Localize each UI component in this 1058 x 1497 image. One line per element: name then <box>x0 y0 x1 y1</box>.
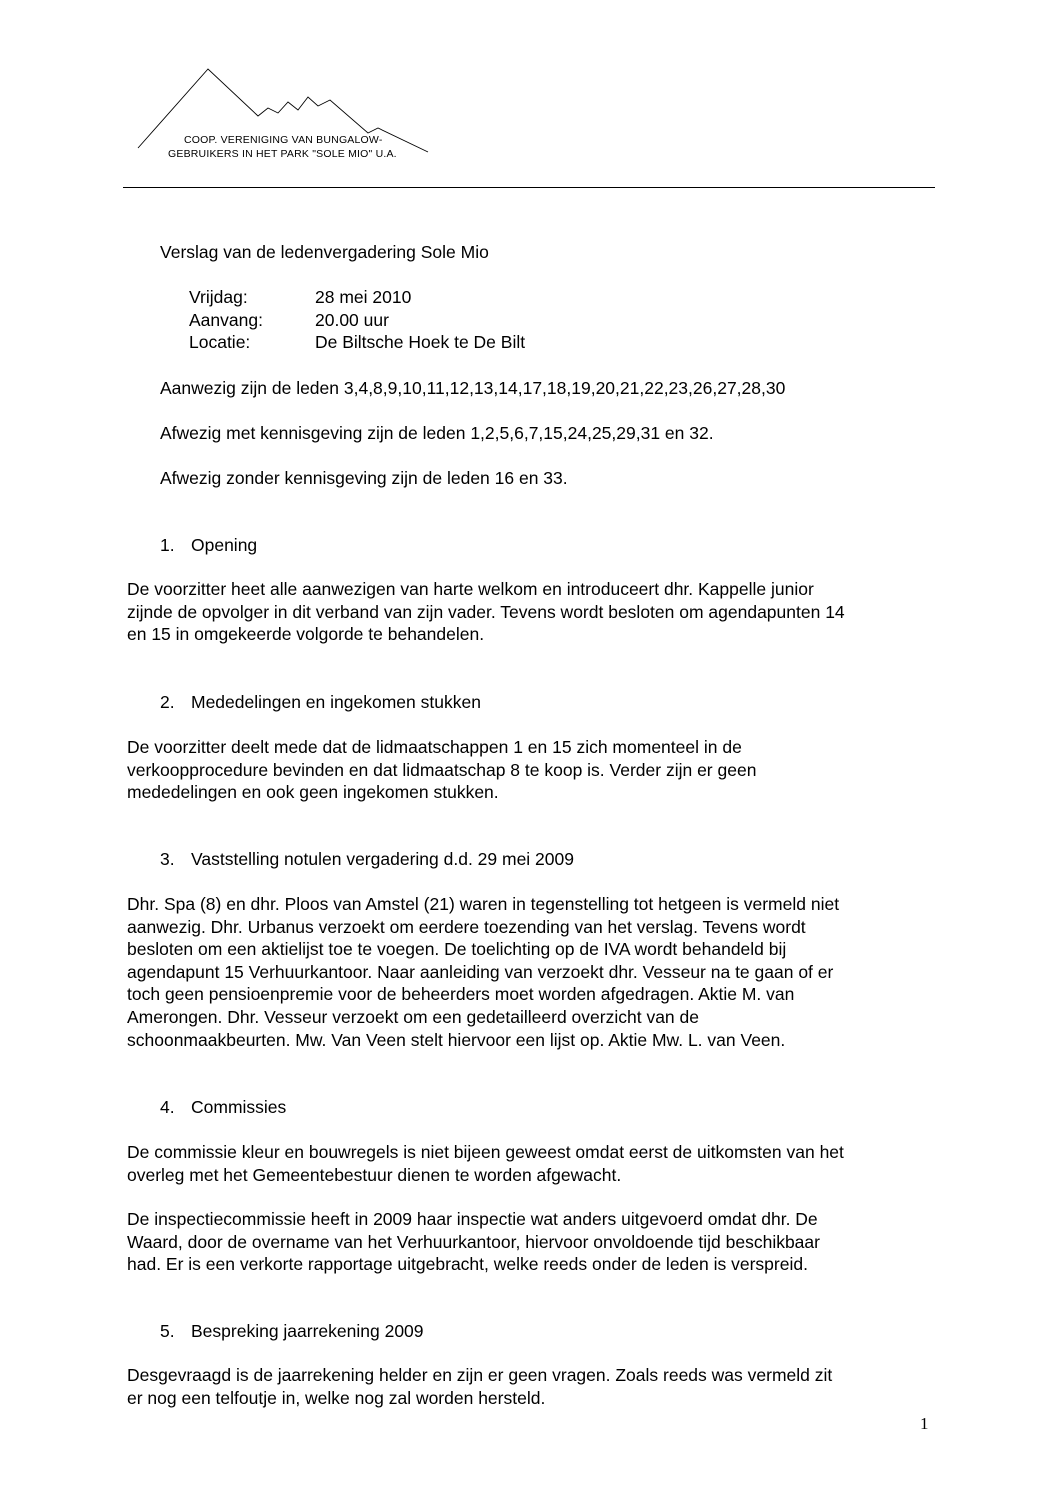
section-heading-commissies: Commissies <box>191 1097 287 1117</box>
text-line: De inspectiecommissie heeft in 2009 haar inspectie wat anders uitgevoerd omdat dhr. De <box>127 1209 818 1229</box>
logo-text-line-2: GEBRUIKERS IN HET PARK "SOLE MIO" U.A. <box>168 148 397 160</box>
meta-value-location: De Biltsche Hoek te De Bilt <box>315 332 526 352</box>
meta-label-location: Locatie: <box>189 332 251 352</box>
text-line: Desgevraagd is de jaarrekening helder en zijn er geen vragen. Zoals reeds was vermeld zit <box>127 1365 833 1385</box>
text-line: De voorzitter deelt mede dat de lidmaatschappen 1 en 15 zich momenteel in de <box>127 737 742 757</box>
text-line: zijnde de opvolger in dit verband van zijn vader. Tevens wordt besloten om agendapunten 14 <box>127 601 845 622</box>
section-number: 4. <box>160 1097 175 1117</box>
meta-label-day: Vrijdag: <box>189 287 248 307</box>
text-line: overleg met het Gemeentebestuur dienen te worden afgewacht. <box>127 1164 622 1185</box>
attendance-absent-no-notice: Afwezig zonder kennisgeving zijn de leden 16 en 33. <box>160 468 568 488</box>
association-logo <box>136 66 436 166</box>
section-paragraph <box>127 893 927 1051</box>
meta-value-day: 28 mei 2010 <box>315 287 412 307</box>
text-line: en 15 in omgekeerde volgorde te behandelen. <box>127 624 485 645</box>
section-heading-opening: Opening <box>191 535 258 555</box>
text-line: agendapunt 15 Verhuurkantoor. Naar aanleiding van verzoekt dhr. Vesseur na te gaan of er <box>127 961 834 982</box>
text-line: Dhr. Spa (8) en dhr. Ploos van Amstel (21) waren in tegenstelling tot hetgeen is vermeld niet <box>127 894 840 914</box>
text-line: schoonmaakbeurten. Mw. Van Veen stelt hiervoor een lijst op. Aktie Mw. L. van Veen. <box>127 1029 786 1050</box>
section-paragraph <box>127 1141 927 1186</box>
section-paragraph <box>127 736 927 804</box>
text-line: Amerongen. Dhr. Vesseur verzoekt om een gedetailleerd overzicht van de <box>127 1006 699 1027</box>
section-number: 1. <box>160 535 175 555</box>
section-heading-mededelingen: Mededelingen en ingekomen stukken <box>191 692 481 712</box>
section-paragraph <box>127 578 927 646</box>
text-line: had. Er is een verkorte rapportage uitgebracht, welke reeds onder de leden is verspreid. <box>127 1254 808 1275</box>
text-line: verkoopprocedure bevinden en dat lidmaatschap 8 te koop is. Verder zijn er geen <box>127 759 757 780</box>
text-line: De commissie kleur en bouwregels is niet bijeen geweest omdat eerst de uitkomsten van het <box>127 1142 844 1162</box>
document-title: Verslag van de ledenvergadering Sole Mio <box>160 242 489 262</box>
text-line: Waard, door de overname van het Verhuurkantoor, hiervoor onvoldoende tijd beschikbaar <box>127 1231 820 1252</box>
section-paragraph <box>127 1208 927 1276</box>
text-line: besloten om een aktielijst toe te voegen. De toelichting op de IVA wordt behandeld bij <box>127 939 787 960</box>
section-heading-jaarrekening: Bespreking jaarrekening 2009 <box>191 1321 424 1341</box>
text-line: aanwezig. Dhr. Urbanus verzoekt om eerdere toezending van het verslag. Tevens wordt <box>127 916 806 937</box>
text-line: er nog een telfoutje in, welke nog zal worden hersteld. <box>127 1387 546 1408</box>
text-line: mededelingen en ook geen ingekomen stukken. <box>127 782 499 803</box>
section-number: 2. <box>160 692 175 712</box>
section-number: 5. <box>160 1321 175 1341</box>
logo-text-line-1: COOP. VERENIGING VAN BUNGALOW- <box>184 134 383 146</box>
page-number: 1 <box>920 1414 929 1433</box>
section-number: 3. <box>160 849 175 869</box>
attendance-absent-notice: Afwezig met kennisgeving zijn de leden 1,2,5,6,7,15,24,25,29,31 en 32. <box>160 423 714 443</box>
header-divider <box>123 187 935 188</box>
text-line: toch geen pensioenpremie voor de beheerders moet worden afgedragen. Aktie M. van <box>127 984 795 1005</box>
attendance-present: Aanwezig zijn de leden 3,4,8,9,10,11,12,13,14,17,18,19,20,21,22,23,26,27,28,30 <box>160 378 786 398</box>
text-line: De voorzitter heet alle aanwezigen van harte welkom en introduceert dhr. Kappelle junior <box>127 579 814 599</box>
meta-label-start: Aanvang: <box>189 310 263 330</box>
meta-value-start: 20.00 uur <box>315 310 389 330</box>
section-heading-notulen: Vaststelling notulen vergadering d.d. 29 mei 2009 <box>191 849 574 869</box>
section-paragraph <box>127 1364 927 1409</box>
